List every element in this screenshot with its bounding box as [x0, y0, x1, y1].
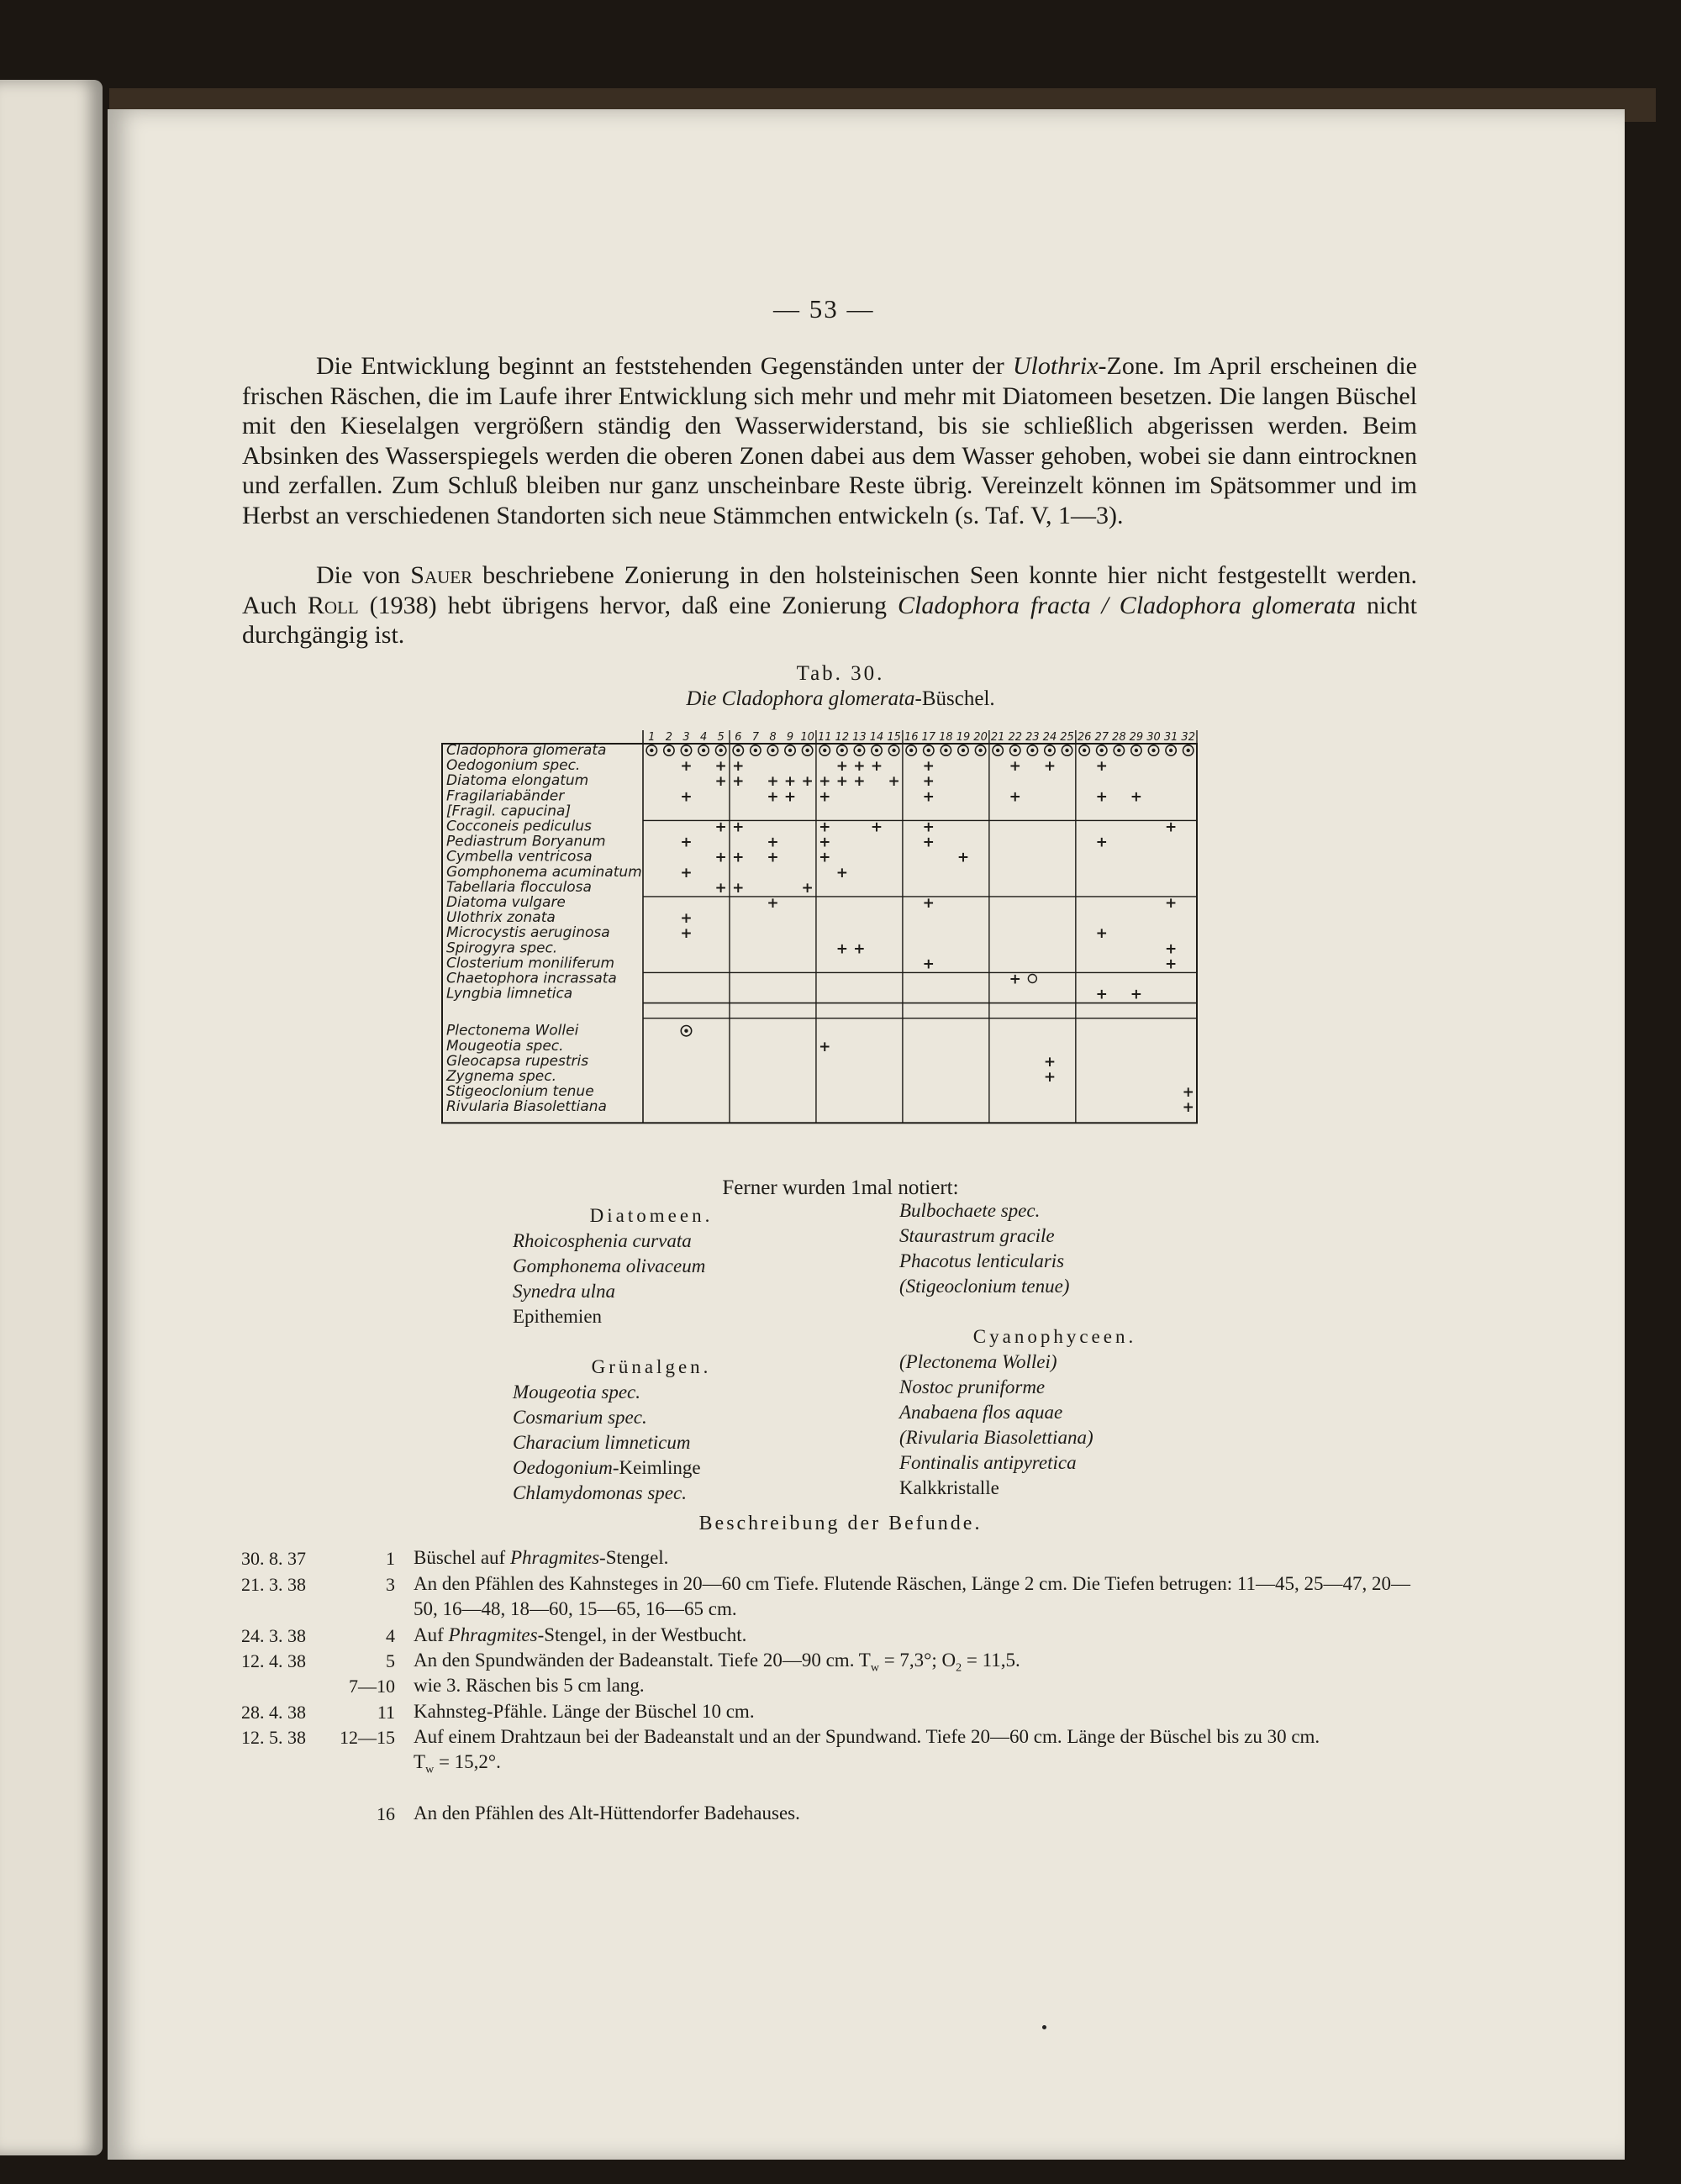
mark-present: + — [680, 910, 693, 928]
mark-present: + — [801, 773, 814, 791]
mark-dominant-dot — [1169, 749, 1172, 752]
list-item: Nostoc pruniforme — [899, 1376, 1046, 1397]
list-item: Bulbochaete spec. — [899, 1200, 1041, 1221]
row-label: Cymbella ventricosa — [446, 848, 593, 866]
befund-text: Kahnsteg-Pfähle. Länge der Büschel 10 cm. — [414, 1701, 755, 1722]
p2-text-e: nicht durchgängig ist. — [242, 591, 1417, 649]
column-number: 26 — [1077, 731, 1092, 744]
mark-present: + — [819, 788, 831, 806]
mark-dominant-dot — [996, 749, 999, 752]
mark-present: + — [714, 849, 727, 866]
mark-present: + — [1164, 818, 1178, 836]
mark-present: + — [853, 773, 866, 791]
mark-present: + — [1164, 955, 1178, 973]
column-number: 31 — [1163, 731, 1178, 744]
column-number: 32 — [1181, 731, 1195, 744]
befund-date: 12. 4. 38 — [241, 1650, 306, 1671]
mark-present: + — [1009, 971, 1021, 988]
mark-dominant-dot — [1030, 749, 1034, 752]
mark-present: + — [1130, 986, 1143, 1003]
column-number: 13 — [852, 731, 867, 744]
mark-present: + — [732, 879, 745, 897]
mark-present: + — [835, 758, 848, 776]
author-roll: Roll — [307, 591, 359, 619]
mark-dominant-dot — [1100, 749, 1104, 752]
row-label: Oedogonium spec. — [446, 757, 581, 775]
column-number: 1 — [648, 731, 656, 744]
mark-present: + — [801, 879, 814, 897]
column-number: 18 — [939, 731, 953, 744]
mark-dominant-dot — [1151, 749, 1155, 752]
mark-present: + — [714, 758, 727, 776]
column-number: 21 — [990, 731, 1005, 744]
list-item: Oedogonium-Keimlinge — [513, 1457, 701, 1478]
p2-text-a: Die von — [316, 561, 411, 589]
mark-present: + — [767, 834, 779, 851]
row-label: Chaetophora incrassata — [446, 970, 617, 987]
column-number: 27 — [1094, 731, 1109, 744]
mark-dominant-dot — [1117, 749, 1120, 752]
mark-present: + — [1043, 1069, 1057, 1086]
column-number: 3 — [682, 731, 690, 744]
list-item: Cosmarium spec. — [513, 1407, 647, 1428]
mark-present: + — [922, 818, 935, 836]
page-number: — 53 — — [773, 294, 875, 324]
row-label: Rivularia Biasolettiana — [446, 1098, 607, 1116]
list-item: (Rivularia Biasolettiana) — [899, 1427, 1093, 1448]
befund-date: 30. 8. 37 — [241, 1548, 306, 1569]
mark-present: + — [732, 849, 745, 866]
column-number: 29 — [1129, 731, 1144, 744]
p2-text-b: beschriebene Zonierung in den holsteinischen Seen konnte hier nicht festgestellt werden. Auch — [242, 561, 1417, 619]
row-label: Mougeotia spec. — [446, 1037, 564, 1055]
paragraph-1 — [242, 351, 1417, 530]
mark-present: + — [835, 864, 848, 881]
befund-text: An den Spundwänden der Badeanstalt. Tiefe 20—90 cm. $T_w = 7,3^\circ$; $O_2 = 11,5$. — [414, 1650, 1020, 1675]
table-caption — [0, 687, 1681, 711]
befund-date: 28. 4. 38 — [241, 1702, 306, 1723]
mark-dominant-dot — [650, 749, 653, 752]
mark-present: + — [922, 773, 935, 791]
column-number: 24 — [1042, 731, 1057, 744]
mark-dominant-dot — [823, 749, 826, 752]
befund-number: 5 — [386, 1650, 395, 1671]
row-label: Spirogyra spec. — [446, 939, 558, 957]
mark-present: + — [680, 758, 693, 776]
mark-present: + — [1095, 788, 1108, 806]
mark-dominant-dot — [909, 749, 913, 752]
mark-present: + — [870, 818, 883, 836]
mark-present: + — [922, 788, 935, 806]
mark-present: + — [680, 788, 693, 806]
column-number: 23 — [1025, 731, 1040, 744]
table-label: Tab. 30. — [796, 662, 885, 685]
mark-present: + — [680, 834, 693, 851]
column-number: 10 — [800, 731, 814, 744]
mark-present: + — [853, 758, 866, 776]
mark-present: + — [819, 849, 831, 866]
mark-present: + — [956, 849, 970, 866]
list-item: Fontinalis antipyretica — [899, 1452, 1077, 1473]
row-label: Pediastrum Boryanum — [446, 833, 606, 850]
mark-dominant-dot — [1065, 749, 1068, 752]
row-label: [Fragil. capucina] — [446, 803, 572, 820]
mark-present: + — [1182, 1099, 1194, 1117]
row-label: Lyngbia limnetica — [446, 985, 573, 1003]
befund-text: Auf Phragmites-Stengel, in der Westbucht. — [414, 1624, 747, 1645]
mark-small-circle — [1028, 975, 1036, 983]
p2-text-c: (1938) hebt übrigens hervor, daß eine Zonierung — [358, 591, 898, 619]
mark-dominant-dot — [1083, 749, 1086, 752]
mark-present: + — [819, 834, 831, 851]
mark-present: + — [853, 940, 866, 958]
p1-text-c: -Zone. Im April erscheinen die frischen Räschen, die im Laufe ihrer Entwicklung sich mehr und mehr mit Diatomeen besetzen. Die langen Büschel mit den Kieselalgen vergrößern ständig den Wasserwiderstand, bis sie schließlich abgerissen werden. Beim Absinken des Wasserspiegels werden die oberen Zonen dabei aus dem Wasser gehoben, wobei sie dann eintrocknen und zerfallen. Zum Schluß bleiben nur ganz unscheinbare Reste übrig. Vereinzelt können im Spätsommer und im Herbst an verschiedenen Standorten sich neue Stämmchen entwickeln (s. Taf. V, 1—3). — [242, 352, 1417, 529]
mark-present: + — [870, 758, 883, 776]
befund-number: 3 — [386, 1574, 395, 1595]
mark-present: + — [922, 834, 935, 851]
row-label: Zygnema spec. — [446, 1068, 556, 1085]
paper-spot — [1042, 2025, 1046, 2029]
list-item: Staurastrum gracile — [899, 1225, 1055, 1246]
mark-dominant-dot — [667, 749, 671, 752]
row-label: Gomphonema acuminatum — [446, 863, 642, 881]
mark-dominant-dot — [702, 749, 705, 752]
mark-present: + — [1164, 940, 1178, 958]
befund-text: wie 3. Räschen bis 5 cm lang. — [414, 1675, 645, 1696]
list-item: Kalkkristalle — [899, 1477, 999, 1498]
mark-present: + — [835, 940, 848, 958]
befund-text: An den Pfählen des Alt-Hüttendorfer Badehauses. — [414, 1802, 800, 1824]
befund-text: Büschel auf Phragmites-Stengel. — [414, 1547, 669, 1568]
column-number: 15 — [887, 731, 901, 744]
mark-present: + — [1095, 925, 1108, 943]
p1-genus: Ulothrix — [1012, 352, 1099, 380]
mark-dominant-dot — [736, 749, 740, 752]
column-number: 28 — [1112, 731, 1126, 744]
row-label: Cladophora glomerata — [446, 742, 607, 759]
mark-dominant-dot — [840, 749, 844, 752]
mark-present: + — [1095, 834, 1108, 851]
list-item — [513, 1329, 790, 1355]
mark-present: + — [767, 788, 779, 806]
list-item: Mougeotia spec. — [513, 1381, 641, 1402]
column-number: 16 — [904, 731, 919, 744]
ferner-heading: Ferner wurden 1mal notiert: — [722, 1176, 959, 1199]
list-item: (Stigeoclonium tenue) — [899, 1276, 1070, 1297]
mark-dominant-dot — [875, 749, 878, 752]
mark-dominant-dot — [754, 749, 757, 752]
befund-number: 12—15 — [340, 1727, 395, 1748]
list-heading: Grünalgen. — [591, 1356, 712, 1377]
befund-date: 21. 3. 38 — [241, 1574, 306, 1595]
mark-present: + — [819, 773, 831, 791]
befund-text: An den Pfählen des Kahnsteges in 20—60 cm Tiefe. Flutende Räschen, Länge 2 cm. Die Tiefen betrugen: 11—45, 25—47, 20—50, 16—48, 18—60, 15—65, 16—65 cm. — [414, 1573, 1411, 1619]
list-item — [899, 1299, 1210, 1324]
mark-dominant-dot — [978, 749, 982, 752]
mark-present: + — [1043, 758, 1057, 776]
column-number: 7 — [751, 731, 759, 744]
mark-dominant-dot — [805, 749, 809, 752]
column-number: 14 — [869, 731, 884, 744]
list-item: Phacotus lenticularis — [899, 1250, 1065, 1271]
row-label: Stigeoclonium tenue — [446, 1083, 594, 1101]
mark-dominant-dot — [771, 749, 774, 752]
p1-text-a: Die Entwicklung beginnt an feststehenden Gegenständen unter der — [316, 352, 1013, 380]
mark-present: + — [1009, 788, 1021, 806]
author-sauer: Sauer — [410, 561, 473, 589]
mark-present: + — [767, 895, 779, 912]
row-label: Diatoma vulgare — [446, 894, 566, 911]
list-heading: Cyanophyceen. — [972, 1326, 1137, 1347]
column-number: 17 — [921, 731, 936, 744]
list-heading: Diatomeen. — [589, 1205, 714, 1226]
row-label: Cocconeis pediculus — [446, 818, 592, 835]
left-page-edge — [0, 80, 103, 2155]
column-number: 22 — [1008, 731, 1023, 744]
column-number: 30 — [1146, 731, 1161, 744]
column-number: 2 — [665, 731, 673, 744]
mark-dominant-dot — [962, 749, 965, 752]
mark-present: + — [1095, 986, 1108, 1003]
mark-present: + — [783, 773, 797, 791]
mark-present: + — [1130, 788, 1143, 806]
column-number: 4 — [699, 731, 708, 744]
column-number: 5 — [717, 731, 725, 744]
occurrence-table — [437, 718, 1210, 1151]
mark-dominant-dot — [857, 749, 861, 752]
row-label: Tabellaria flocculosa — [446, 878, 592, 896]
list-item: Rhoicosphenia curvata — [513, 1230, 692, 1251]
mark-dominant-dot — [944, 749, 947, 752]
list-item: Characium limneticum — [513, 1432, 691, 1453]
list-item: (Plectonema Wollei) — [899, 1351, 1057, 1372]
mark-present: + — [680, 925, 693, 943]
mark-present: + — [835, 773, 848, 791]
befund-number: 16 — [377, 1803, 395, 1824]
mark-present: + — [922, 955, 935, 973]
mark-present: + — [767, 849, 779, 866]
mark-present: + — [714, 879, 727, 897]
mark-present: + — [1164, 895, 1178, 912]
column-number: 19 — [956, 731, 971, 744]
mark-present: + — [819, 818, 831, 836]
column-number: 8 — [769, 731, 777, 744]
mark-present: + — [1009, 758, 1021, 776]
list-left — [513, 1203, 790, 1506]
befund-number: 7—10 — [349, 1676, 395, 1697]
mark-dominant-dot — [927, 749, 930, 752]
befund-text: Auf einem Drahtzaun bei der Badeanstalt und an der Spundwand. Tiefe 20—60 cm. Länge der Büschel bis zu 30 cm. $T_w = 15,2^\circ$. — [414, 1726, 1320, 1776]
list-item: Synedra ulna — [513, 1281, 616, 1302]
mark-dominant-dot — [719, 749, 722, 752]
mark-dominant-dot — [788, 749, 792, 752]
column-number: 11 — [817, 731, 832, 744]
row-label: Microcystis aeruginosa — [446, 924, 610, 942]
befunde-heading: Beschreibung der Befunde. — [698, 1513, 983, 1534]
row-label: Ulothrix zonata — [446, 909, 556, 927]
mark-present: + — [714, 773, 727, 791]
mark-dominant-dot — [1048, 749, 1051, 752]
mark-present: + — [922, 758, 935, 776]
list-item: Anabaena flos aquae — [899, 1402, 1063, 1423]
column-number: 25 — [1060, 731, 1074, 744]
p2-species: Cladophora fracta / Cladophora glomerata — [898, 591, 1357, 619]
mark-present: + — [783, 788, 797, 806]
mark-present: + — [1182, 1084, 1194, 1102]
row-label: Diatoma elongatum — [446, 772, 589, 790]
row-label: Fragilariabänder — [446, 787, 565, 805]
row-label: Closterium moniliferum — [446, 955, 615, 972]
befund-number: 11 — [377, 1702, 395, 1723]
befund-date: 12. 5. 38 — [241, 1727, 306, 1748]
mark-dominant-dot — [684, 1029, 688, 1033]
mark-present: + — [1095, 758, 1108, 776]
mark-present: + — [732, 758, 745, 776]
mark-present: + — [1043, 1053, 1057, 1071]
mark-dominant-dot — [892, 749, 895, 752]
mark-present: + — [732, 818, 745, 836]
mark-present: + — [714, 818, 727, 836]
column-number: 12 — [835, 731, 850, 744]
table-caption-rest: -Büschel. — [914, 687, 995, 710]
mark-present: + — [922, 895, 935, 912]
mark-dominant-dot — [1135, 749, 1138, 752]
mark-present: + — [680, 864, 693, 881]
befund-number: 4 — [386, 1625, 395, 1646]
list-item: Gomphonema olivaceum — [513, 1255, 706, 1276]
column-number: 6 — [735, 731, 742, 744]
befund-number: 1 — [386, 1548, 395, 1569]
befund-date: 24. 3. 38 — [241, 1625, 306, 1646]
mark-present: + — [819, 1038, 831, 1055]
row-label: Gleocapsa rupestris — [446, 1052, 589, 1070]
mark-present: + — [888, 773, 900, 791]
list-right — [899, 1198, 1210, 1501]
list-item: Chlamydomonas spec. — [513, 1482, 687, 1503]
row-label: Plectonema Wollei — [446, 1022, 579, 1039]
mark-dominant-dot — [1014, 749, 1017, 752]
mark-present: + — [767, 773, 779, 791]
table-caption-italic: Die Cladophora glomerata — [686, 687, 915, 710]
mark-present: + — [732, 773, 745, 791]
mark-dominant-dot — [1187, 749, 1190, 752]
mark-dominant-dot — [684, 749, 688, 752]
column-number: 9 — [786, 731, 794, 744]
column-number: 20 — [973, 731, 988, 744]
list-item: Epithemien — [513, 1306, 603, 1327]
paragraph-2 — [242, 560, 1417, 650]
